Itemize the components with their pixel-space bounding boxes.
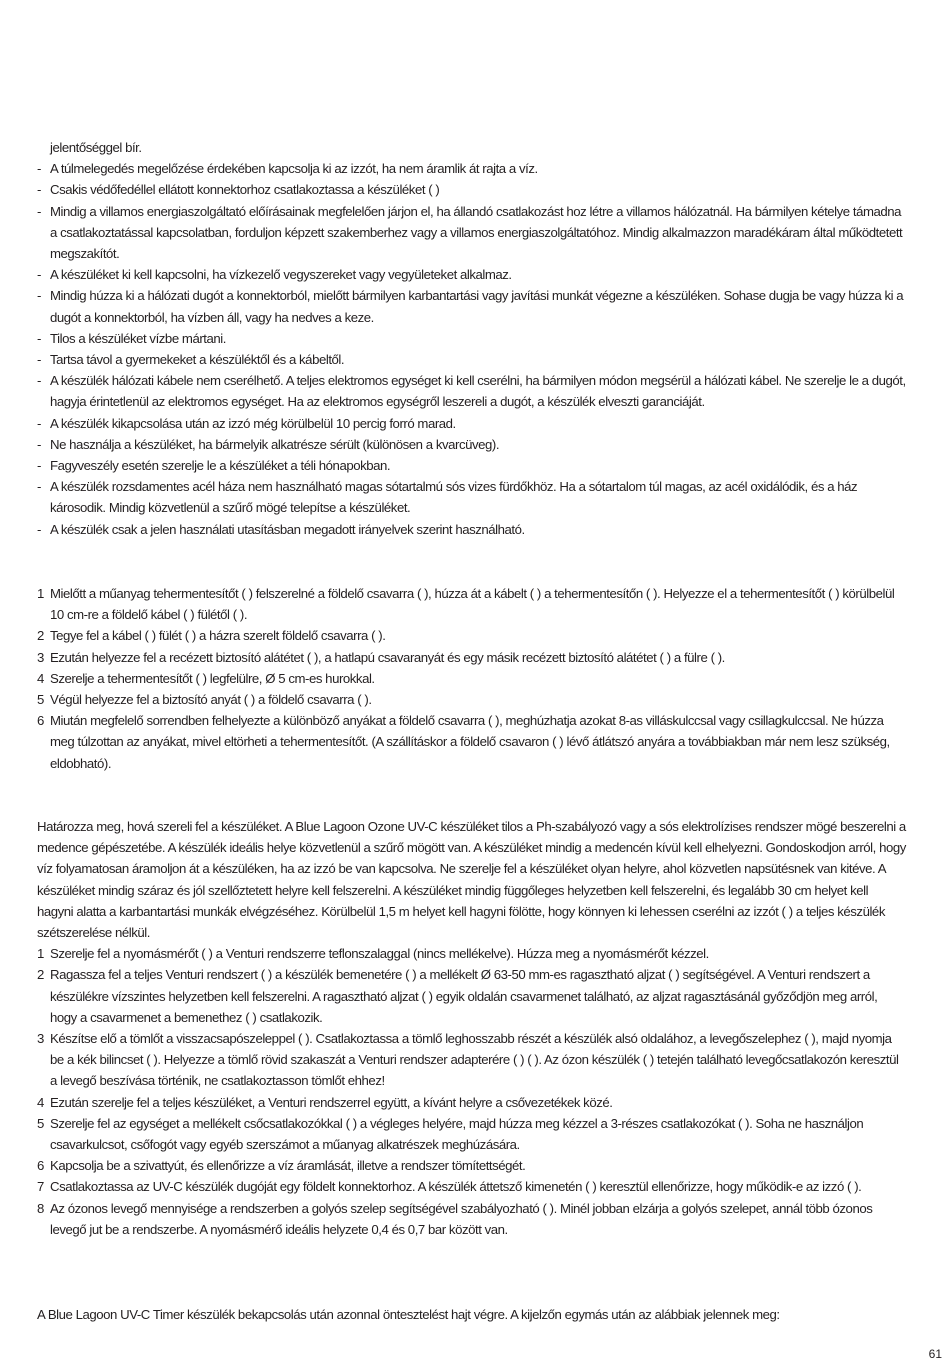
- list-marker: 4: [37, 670, 44, 686]
- safety-item: [37, 285, 907, 327]
- list-item-text: Tilos a készüléket vízbe mártani.: [50, 330, 226, 346]
- list-marker: -: [37, 161, 41, 177]
- list-item-text: A készülék hálózati kábele nem cserélhető. A teljes elektromos egységet ki kell cserélni, ha bármilyen módon megsérül a hálózati kábel. Ne szerelje le a dugót, hagyja érintetlenül az elektromos egységet. Ha az elektromos egységről leszereli a dugót, a készülék elveszti garanciáját.: [50, 373, 906, 410]
- list-item-text: Ezután szerelje fel a teljes készüléket, a Venturi rendszerrel együtt, a kívánt helyre a csővezetékek közé.: [50, 1094, 613, 1110]
- grounding-step: [37, 668, 907, 689]
- safety-list: [37, 158, 907, 540]
- list-marker: 3: [37, 649, 44, 665]
- timer-text: A Blue Lagoon UV-C Timer készülék bekapcsolás után azonnal öntesztelést hajt végre. A kijelzőn egymás után az alábbiak jelennek meg:: [37, 1307, 780, 1322]
- safety-continuation: jelentőséggel bír.: [50, 140, 142, 155]
- list-item-text: A készülék kikapcsolása után az izzó még körülbelül 10 percig forró marad.: [50, 415, 456, 431]
- list-marker: -: [37, 415, 41, 431]
- list-item-text: Csakis védőfedéllel ellátott konnektorhoz csatlakoztassa a készüléket ( ): [50, 182, 440, 198]
- grounding-steps: [37, 583, 907, 774]
- list-marker: -: [37, 330, 41, 346]
- grounding-step: [37, 710, 907, 774]
- safety-item: [37, 413, 907, 434]
- list-item-text: Végül helyezze fel a biztosító anyát ( ) a földelő csavarra ( ).: [50, 692, 372, 708]
- installation-step: [37, 1028, 907, 1092]
- page-number: 61: [928, 1347, 942, 1361]
- list-marker: 8: [37, 1200, 44, 1216]
- list-item-text: Tartsa távol a gyermekeket a készüléktől és a kábeltől.: [50, 352, 345, 368]
- safety-item: [37, 519, 907, 540]
- list-item-text: Miután megfelelő sorrendben felhelyezte a különböző anyákat a földelő csavarra ( ), meghúzhatja azokat 8-as villáskulccsal vagy csillagkulccsal. Ne húzza meg túlzottan az anyákat, mivel eltörheti a tehermentesítőt. (A szállításkor a földelő csavaron ( ) lévő átlátszó anyára a továbbiakban már nem lesz szükség, eldobható).: [50, 713, 890, 771]
- safety-item: [37, 370, 907, 412]
- safety-item: [37, 434, 907, 455]
- installation-step: [37, 1155, 907, 1176]
- list-marker: 1: [37, 946, 44, 962]
- safety-item: [37, 201, 907, 265]
- safety-item: [37, 179, 907, 200]
- installation-intro: Határozza meg, hová szereli fel a készüléket. A Blue Lagoon Ozone UV-C készüléket tilos a Ph-szabályozó vagy a sós elektrolízises rendszer mögé beszerelni a medence gépészetébe. A készülék ideális helye közvetlenül a szűrő mögött van. A készüléket mindig a medencén kívül kell elhelyezni. Gondoskodjon arról, hogy víz folyamatosan áramoljon át a készüléken, ha az izzó be van kapcsolva. Ne szerelje fel a készüléket olyan helyre, ahol közvetlen napsütésnek van kitéve. A készüléket mindig száraz és jól szellőztetett helyre kell felszerelni. A készüléket mindig függőleges helyzetben kell felszerelni, és legalább 30 cm helyet kell hagyni alatta a karbantartási munkák elvégzéséhez. Körülbelül 1,5 m helyet kell hagyni fölötte, hogy könnyen ki lehessen cserélni az izzót ( ) a teljes készülék szétszerelése nélkül.: [37, 819, 906, 941]
- list-marker: 5: [37, 692, 44, 708]
- list-marker: -: [37, 373, 41, 389]
- grounding-step: [37, 583, 907, 625]
- list-marker: 5: [37, 1115, 44, 1131]
- list-marker: 1: [37, 586, 44, 601]
- installation-section: [37, 816, 907, 1240]
- list-item-text: Szerelje fel az egységet a mellékelt csőcsatlakozókkal ( ) a végleges helyére, majd húzza meg kézzel a 3-részes csatlakozókat ( ). Soha ne használjon csavarkulcsot, csőfogót vagy egyéb szerszámot a műanyag alkatrészek meghúzására.: [50, 1115, 864, 1153]
- list-marker: 6: [37, 1158, 44, 1174]
- list-marker: -: [37, 479, 41, 495]
- list-marker: -: [37, 521, 41, 537]
- list-marker: -: [37, 182, 41, 198]
- installation-step: [37, 1092, 907, 1113]
- list-item-text: Tegye fel a kábel ( ) fülét ( ) a házra szerelt földelő csavarra ( ).: [50, 628, 386, 644]
- installation-step: [37, 1198, 907, 1240]
- list-marker: 4: [37, 1094, 44, 1110]
- grounding-step: [37, 625, 907, 646]
- list-item-text: A készüléket ki kell kapcsolni, ha vízkezelő vegyszereket vagy vegyületeket alkalmaz.: [50, 267, 512, 283]
- list-marker: -: [37, 288, 41, 304]
- safety-item: [37, 476, 907, 518]
- list-marker: -: [37, 203, 41, 219]
- list-marker: 2: [37, 628, 44, 644]
- list-item-text: Ezután helyezze fel a recézett biztosító alátétet ( ), a hatlapú csavaranyát és egy másik recézett biztosító alátétet ( ) a fülre ( ).: [50, 649, 725, 665]
- list-item-text: A készülék csak a jelen használati utasításban megadott irányelvek szerint használható.: [50, 521, 525, 537]
- list-item-text: Mindig a villamos energiaszolgáltató előírásainak megfelelően járjon el, ha állandó csatlakozást hoz létre a villamos hálózatnál. Ha bármilyen kételye támadna a csatlakoztatással kapcsolatban, forduljon képzett szakemberhez vagy a villamos energiaszolgáltatóhoz. Mindig alkalmazzon maradékáram által működtetett megszakítót.: [50, 203, 903, 262]
- list-item-text: Mielőtt a műanyag tehermentesítőt ( ) felszerelné a földelő csavarra ( ), húzza át a kábelt ( ) a tehermentesítőn ( ). Helyezze el a tehermentesítőt ( ) körülbelül 10 cm-re a földelő kábel ( ) fülétől ( ).: [50, 586, 895, 623]
- list-item-text: A túlmelegedés megelőzése érdekében kapcsolja ki az izzót, ha nem áramlik át rajta a víz.: [50, 161, 538, 177]
- safety-item: [37, 264, 907, 285]
- list-item-text: Mindig húzza ki a hálózati dugót a konnektorból, mielőtt bármilyen karbantartási vagy javítási munkát végezne a készüléken. Sohase dugja be vagy húzza ki a dugót a konnektorból, ha vízben áll, vagy ha nedves a keze.: [50, 288, 904, 325]
- safety-item: [37, 349, 907, 370]
- safety-item: [37, 158, 907, 179]
- list-item-text: Ragassza fel a teljes Venturi rendszert ( ) a készülék bemenetére ( ) a mellékelt Ø 63-50 mm-es ragasztható aljzat ( ) segítségével. A Venturi rendszert a készülékre vízszintes helyzetben kell felszerelni. A ragasztható aljzat ( ) egyik oldalán csavarmenet található, az aljzat ragasztásánál győződjön meg arról, hogy a csavarmenet a bemenethez ( ) csatlakozik.: [50, 967, 878, 1025]
- installation-step: [37, 1113, 907, 1155]
- list-marker: 2: [37, 967, 44, 983]
- installation-step: [37, 943, 907, 964]
- list-item-text: Kapcsolja be a szivattyút, és ellenőrizze a víz áramlását, illetve a rendszer tömítettségét.: [50, 1158, 526, 1174]
- list-item-text: Készítse elő a tömlőt a visszacsapószeleppel ( ). Csatlakoztassa a tömlő leghosszabb részét a készülék alsó oldalához, a levegőszelephez ( ), majd nyomja be a kék bilincset ( ). Helyezze a tömlő rövid szakaszát a Venturi rendszer adapterére ( ) ( ). Az ózon készülék ( ) tetején található levegőcsatlakozón keresztül a levegő beszívása történik, ne csatlakoztasson tömlőt ehhez!: [50, 1031, 899, 1089]
- safety-item: [37, 455, 907, 476]
- grounding-step: [37, 647, 907, 668]
- list-marker: -: [37, 267, 41, 283]
- installation-step: [37, 1176, 907, 1197]
- list-marker: -: [37, 352, 41, 368]
- list-marker: 3: [37, 1031, 44, 1047]
- list-item-text: Szerelje a tehermentesítőt ( ) legfelülre, Ø 5 cm-es hurokkal.: [50, 670, 375, 686]
- list-item-text: A készülék rozsdamentes acél háza nem használható magas sótartalmú sós vizes fürdőkhöz. Ha a sótartalom túl magas, az acél oxidálódik, és a ház károsodik. Mindig közvetlenül a szűrő mögé telepítse a készüléket.: [50, 479, 858, 516]
- grounding-step: [37, 689, 907, 710]
- safety-item: [37, 328, 907, 349]
- list-item-text: Az ózonos levegő mennyisége a rendszerben a golyós szelep segítségével szabályozható ( ). Minél jobban elzárja a golyós szelepet, annál több ózonos levegő jut be a rendszerbe. A nyomásmérő ideális helyzete 0,4 és 0,7 bar között van.: [50, 1200, 873, 1237]
- list-marker: -: [37, 436, 41, 452]
- list-item-text: Szerelje fel a nyomásmérőt ( ) a Venturi rendszerre teflonszalaggal (nincs mellékelve). Húzza meg a nyomásmérőt kézzel.: [50, 946, 709, 962]
- list-item-text: Ne használja a készüléket, ha bármelyik alkatrésze sérült (különösen a kvarcüveg).: [50, 436, 500, 452]
- list-marker: 6: [37, 713, 44, 729]
- list-item-text: Fagyveszély esetén szerelje le a készüléket a téli hónapokban.: [50, 458, 391, 474]
- list-marker: 7: [37, 1179, 44, 1195]
- grounding-section: [37, 583, 907, 774]
- installation-steps: [37, 943, 907, 1240]
- safety-section: [37, 137, 907, 540]
- installation-step: [37, 964, 907, 1028]
- timer-section: [37, 1304, 907, 1325]
- list-marker: -: [37, 458, 41, 474]
- list-item-text: Csatlakoztassa az UV-C készülék dugóját egy földelt konnektorhoz. A készülék áttetsző kimenetén ( ) keresztül ellenőrizze, hogy működik-e az izzó ( ).: [50, 1179, 862, 1195]
